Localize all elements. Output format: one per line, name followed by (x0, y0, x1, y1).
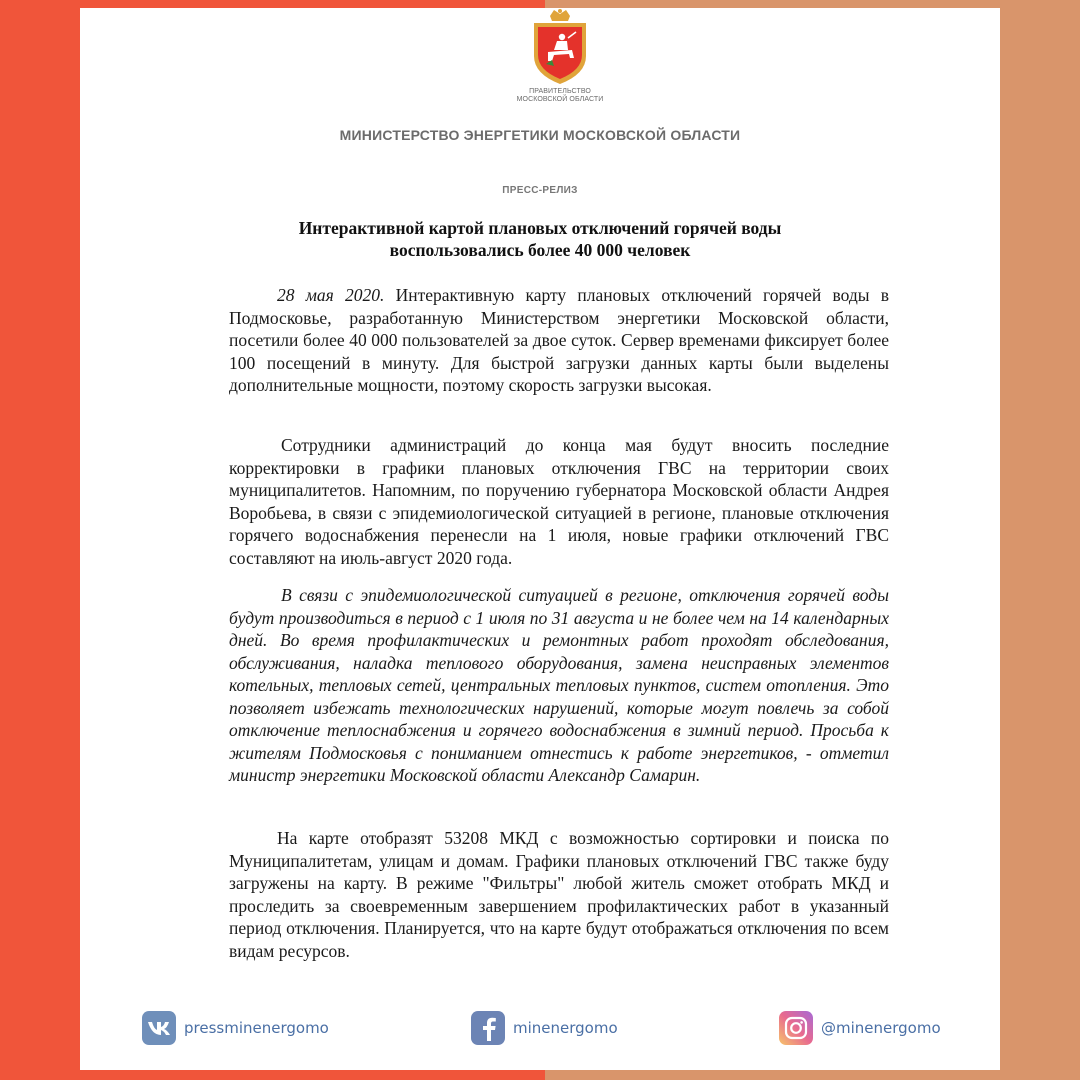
facebook-link[interactable] (471, 1010, 618, 1046)
paragraph-2 (229, 434, 889, 569)
facebook-icon (471, 1011, 505, 1045)
vk-link[interactable] (142, 1010, 329, 1046)
paragraph-3-quote (229, 584, 889, 787)
paragraph-4 (229, 827, 889, 962)
government-logo (500, 8, 620, 104)
ministry-title: МИНИСТЕРСТВО ЭНЕРГЕТИКИ МОСКОВСКОЙ ОБЛАСТИ (339, 127, 741, 143)
headline-line-1: Интерактивной картой плановых отключений горячей воды (298, 218, 782, 238)
instagram-handle: @minenergomo (821, 1019, 941, 1037)
paragraph-1-text: Интерактивную карту плановых отключений горячей воды в Подмосковье, разработанную Министерством энергетики Московской области, посетили более 40 000 пользователей за двое суток. Сервер временами фиксирует более 100 посещений в минуту. Для быстрой загрузки данных карты были выделены дополнительные мощности, поэтому скорость загрузки высокая. (229, 285, 889, 395)
document-type: ПРЕСС-РЕЛИЗ (502, 185, 578, 196)
instagram-link[interactable] (779, 1010, 941, 1046)
paragraph-3-text: В связи с эпидемиологической ситуацией в регионе, отключения горячей воды будут производиться в период с 1 июля по 31 августа и не более чем на 14 календарных дней. Во время профилактических и ремонтных работ проходят обследования, обслуживания, наладка теплового оборудования, замена неисправных элементов котельных, тепловых сетей, центральных тепловых пунктов, систем отопления. Это позволяет избежать технологических нарушений, которые могут повлечь за собой отключение теплоснабжения и горячего водоснабжения в зимний период. Просьба к жителям Подмосковья с пониманием отнестись к работе энергетиков, - отметил министр энергетики Московской области Александр Самарин. (229, 585, 889, 785)
paragraph-4-text: На карте отобразят 53208 МКД с возможностью сортировки и поиска по Муниципалитетам, улицам и домам. Графики плановых отключений ГВС также буду загружены на карту. В режиме "Фильтры" любой житель сможет отобрать МКД и проследить за своевременным завершением профилактических работ в указанный период отключения. Планируется, что на карте будут отображаться отключения по всем видам ресурсов. (229, 828, 889, 961)
vk-handle: pressminenergomo (184, 1019, 329, 1037)
press-release-headline (80, 217, 1000, 261)
government-name: ПРАВИТЕЛЬСТВО МОСКОВСКОЙ ОБЛАСТИ (516, 88, 604, 103)
headline-line-2: воспользовались более 40 000 человек (389, 240, 691, 260)
coat-of-arms-icon (524, 8, 596, 86)
paragraph-2-text: Сотрудники администраций до конца мая будут вносить последние корректировки в графики плановых отключения ГВС на территории своих муниципалитетов. Напомним, по поручению губернатора Московской области Андрея Воробьева, в связи с эпидемиологической ситуацией в регионе, плановые отключения горячего водоснабжения перенесли на 1 июля, новые графики отключений ГВС составляют на июль-август 2020 года. (229, 435, 889, 568)
paragraph-1 (229, 284, 889, 397)
release-date: 28 мая 2020. (277, 285, 385, 305)
instagram-icon (779, 1011, 813, 1045)
facebook-handle: minenergomo (513, 1019, 618, 1037)
vk-icon (142, 1011, 176, 1045)
